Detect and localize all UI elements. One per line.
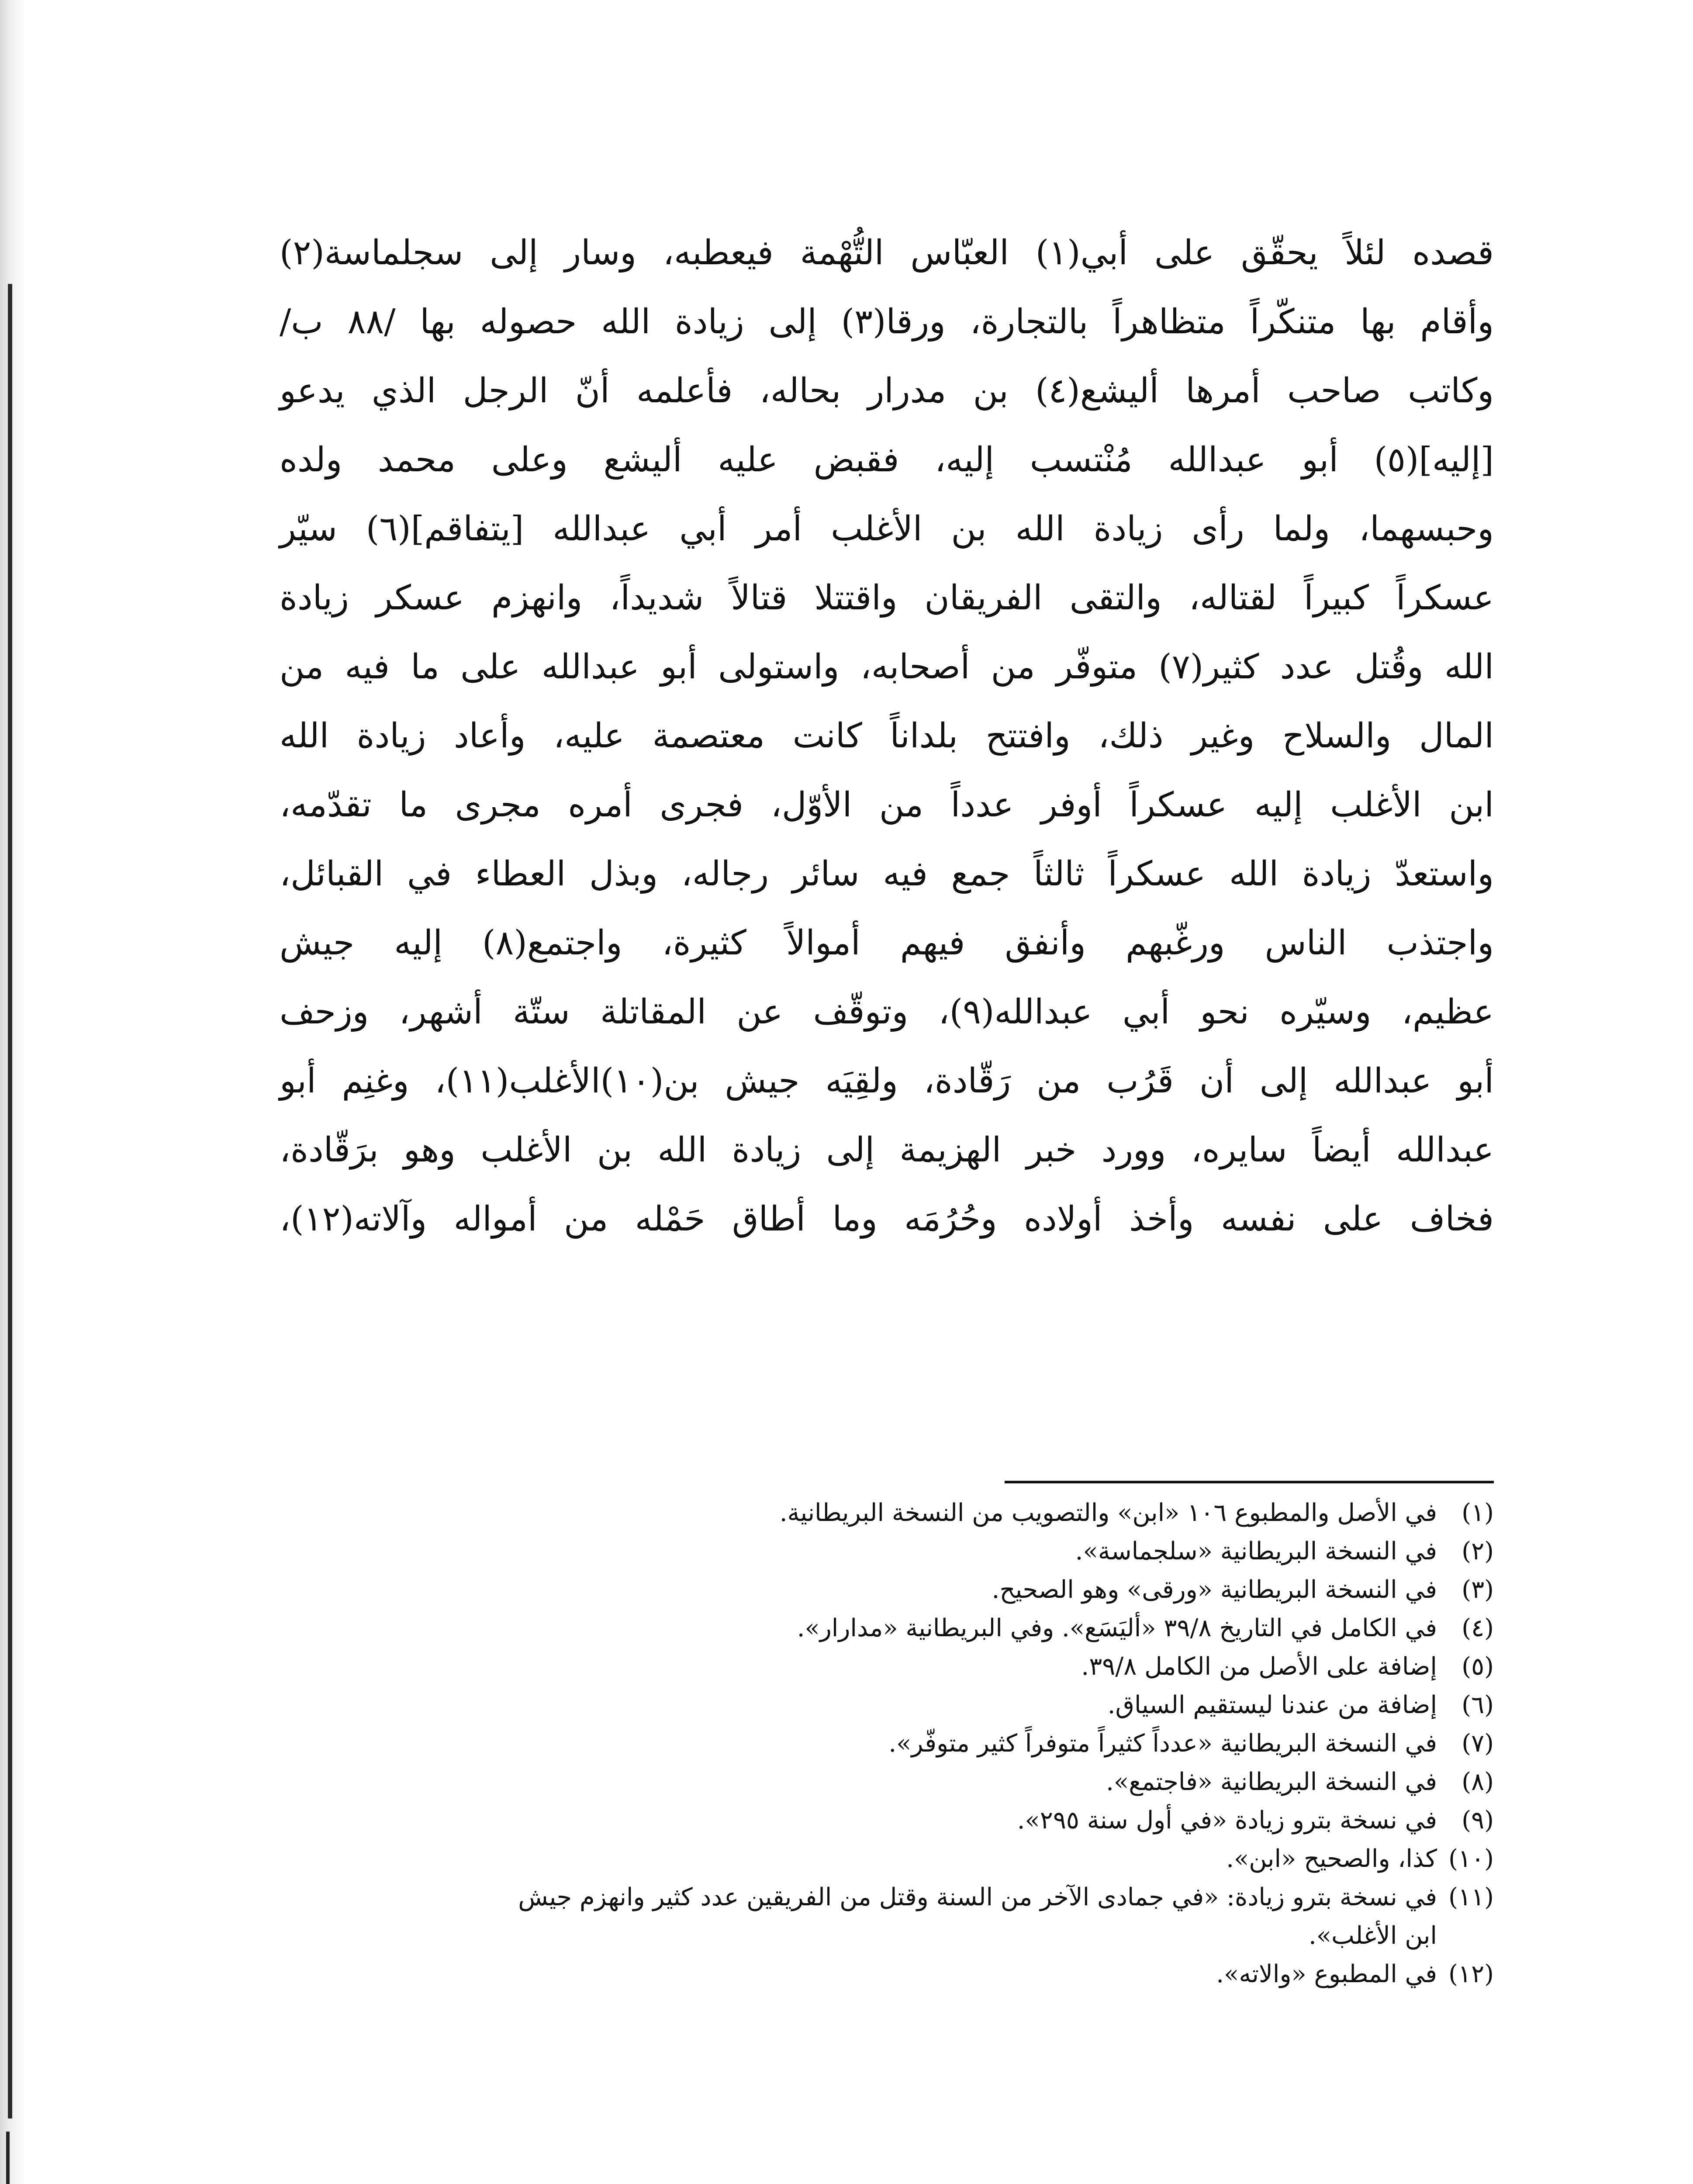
scanned-page-edge	[0, 0, 26, 2184]
footnote-number: (١٠)	[1448, 1845, 1494, 1873]
body-line: ابن الأغلب إليه عسكراً أوفر عدداً من الأوّل، فجرى أمره مجرى ما تقدّمه،	[280, 785, 1494, 825]
footnote-item	[280, 1878, 1494, 1917]
body-line: وأقام بها متنكّراً متظاهراً بالتجارة، ورقا(٣) إلى زيادة الله حصوله بها /٨٨ ب/	[280, 302, 1494, 342]
footnote-item	[280, 1801, 1494, 1840]
binding-mark	[6, 2132, 10, 2184]
footnote-number: (٩)	[1462, 1806, 1494, 1835]
body-line: [إليه](٥) أبو عبدالله مُنْتسب إليه، فقبض عليه أليشع وعلى محمد ولده	[280, 440, 1494, 480]
body-line: واجتذب الناس ورغّبهم وأنفق فيهم أموالاً كثيرة، واجتمع(٨) إليه جيش	[280, 923, 1494, 963]
footnote-item	[280, 1724, 1494, 1763]
footnote-text: في النسخة البريطانية «ورقى» وهو الصحيح.	[992, 1576, 1437, 1604]
footnote-number: (٣)	[1462, 1576, 1494, 1604]
footnote-text: في المطبوع «والاته».	[1216, 1960, 1437, 1988]
footnote-text: كذا، والصحيح «ابن».	[1226, 1845, 1437, 1873]
body-line: المال والسلاح وغير ذلك، وافتتح بلداناً كانت معتصمة عليه، وأعاد زيادة الله	[280, 716, 1494, 756]
body-line: وحبسهما، ولما رأى زيادة الله بن الأغلب أمر أبي عبدالله [يتفاقم](٦) سيّر	[280, 509, 1494, 549]
footnote-item	[280, 1648, 1494, 1686]
footnote-item	[280, 1571, 1494, 1609]
body-line: عظيم، وسيّره نحو أبي عبدالله(٩)، وتوقّف عن المقاتلة ستّة أشهر، وزحف	[280, 992, 1494, 1032]
body-line: عبدالله أيضاً سايره، وورد خبر الهزيمة إلى زيادة الله بن الأغلب وهو برَقّادة،	[280, 1130, 1494, 1170]
footnote-number: (٤)	[1462, 1614, 1494, 1642]
body-line: قصده لئلاً يحقّق على أبي(١) العبّاس التُّهْمة فيعطبه، وسار إلى سجلماسة(٢)	[280, 233, 1494, 273]
footnote-continuation: ابن الأغلب».	[1309, 1921, 1437, 1950]
footnote-number: (٧)	[1462, 1729, 1494, 1758]
footnote-number: (١)	[1462, 1499, 1494, 1527]
footnote-item	[280, 1686, 1494, 1724]
footnote-text: إضافة على الأصل من الكامل ٣٩/٨.	[1081, 1652, 1437, 1681]
footnote-item	[280, 1763, 1494, 1801]
footnotes-block	[280, 1494, 1494, 1994]
binding-shadow-line	[8, 284, 12, 2118]
footnote-text: في النسخة البريطانية «عدداً كثيراً متوفراً كثير متوفّر».	[888, 1729, 1437, 1758]
footnote-text: في النسخة البريطانية «سلجماسة».	[1075, 1537, 1437, 1565]
footnote-text: في نسخة بترو زيادة «في أول سنة ٢٩٥».	[1017, 1806, 1437, 1835]
footnote-text: في الكامل في التاريخ ٣٩/٨ «أليَسَع». وفي البريطانية «مدارار».	[797, 1614, 1437, 1642]
body-line: فخاف على نفسه وأخذ أولاده وحُرُمَه وما أطاق حَمْله من أمواله وآلاته(١٢)،	[280, 1199, 1494, 1239]
footnote-number: (٢)	[1462, 1537, 1494, 1565]
footnote-text: إضافة من عندنا ليستقيم السياق.	[1107, 1691, 1437, 1719]
footnote-text: في نسخة بترو زيادة: «في جمادى الآخر من السنة وقتل من الفريقين عدد كثير وانهزم جيش	[518, 1883, 1437, 1911]
footnote-item	[280, 1840, 1494, 1878]
footnote-text: في النسخة البريطانية «فاجتمع».	[1106, 1768, 1437, 1796]
footnote-number: (١١)	[1448, 1883, 1494, 1911]
footnote-separator	[1005, 1481, 1494, 1483]
footnote-item	[280, 1494, 1494, 1532]
footnote-item	[280, 1955, 1494, 1994]
footnote-number: (٦)	[1462, 1691, 1494, 1719]
body-line: وكاتب صاحب أمرها أليشع(٤) بن مدرار بحاله، فأعلمه أنّ الرجل الذي يدعو	[280, 371, 1494, 411]
footnote-item	[280, 1609, 1494, 1648]
footnote-text: في الأصل والمطبوع ١٠٦ «ابن» والتصويب من النسخة البريطانية.	[779, 1499, 1437, 1527]
footnote-number: (٥)	[1462, 1652, 1494, 1681]
main-text-block	[280, 218, 1494, 1254]
body-line: الله وقُتل عدد كثير(٧) متوفّر من أصحابه، واستولى أبو عبدالله على ما فيه من	[280, 647, 1494, 687]
body-line: أبو عبدالله إلى أن قَرُب من رَقّادة، ولقِيَه جيش بن(١٠)الأغلب(١١)، وغنِم أبو	[280, 1061, 1494, 1101]
body-line: واستعدّ زيادة الله عسكراً ثالثاً جمع فيه سائر رجاله، وبذل العطاء في القبائل،	[280, 854, 1494, 894]
footnote-number: (٨)	[1462, 1768, 1494, 1796]
footnote-item	[280, 1532, 1494, 1571]
footnote-number: (١٢)	[1448, 1960, 1494, 1988]
body-line: عسكراً كبيراً لقتاله، والتقى الفريقان واقتتلا قتالاً شديداً، وانهزم عسكر زيادة	[280, 578, 1494, 618]
